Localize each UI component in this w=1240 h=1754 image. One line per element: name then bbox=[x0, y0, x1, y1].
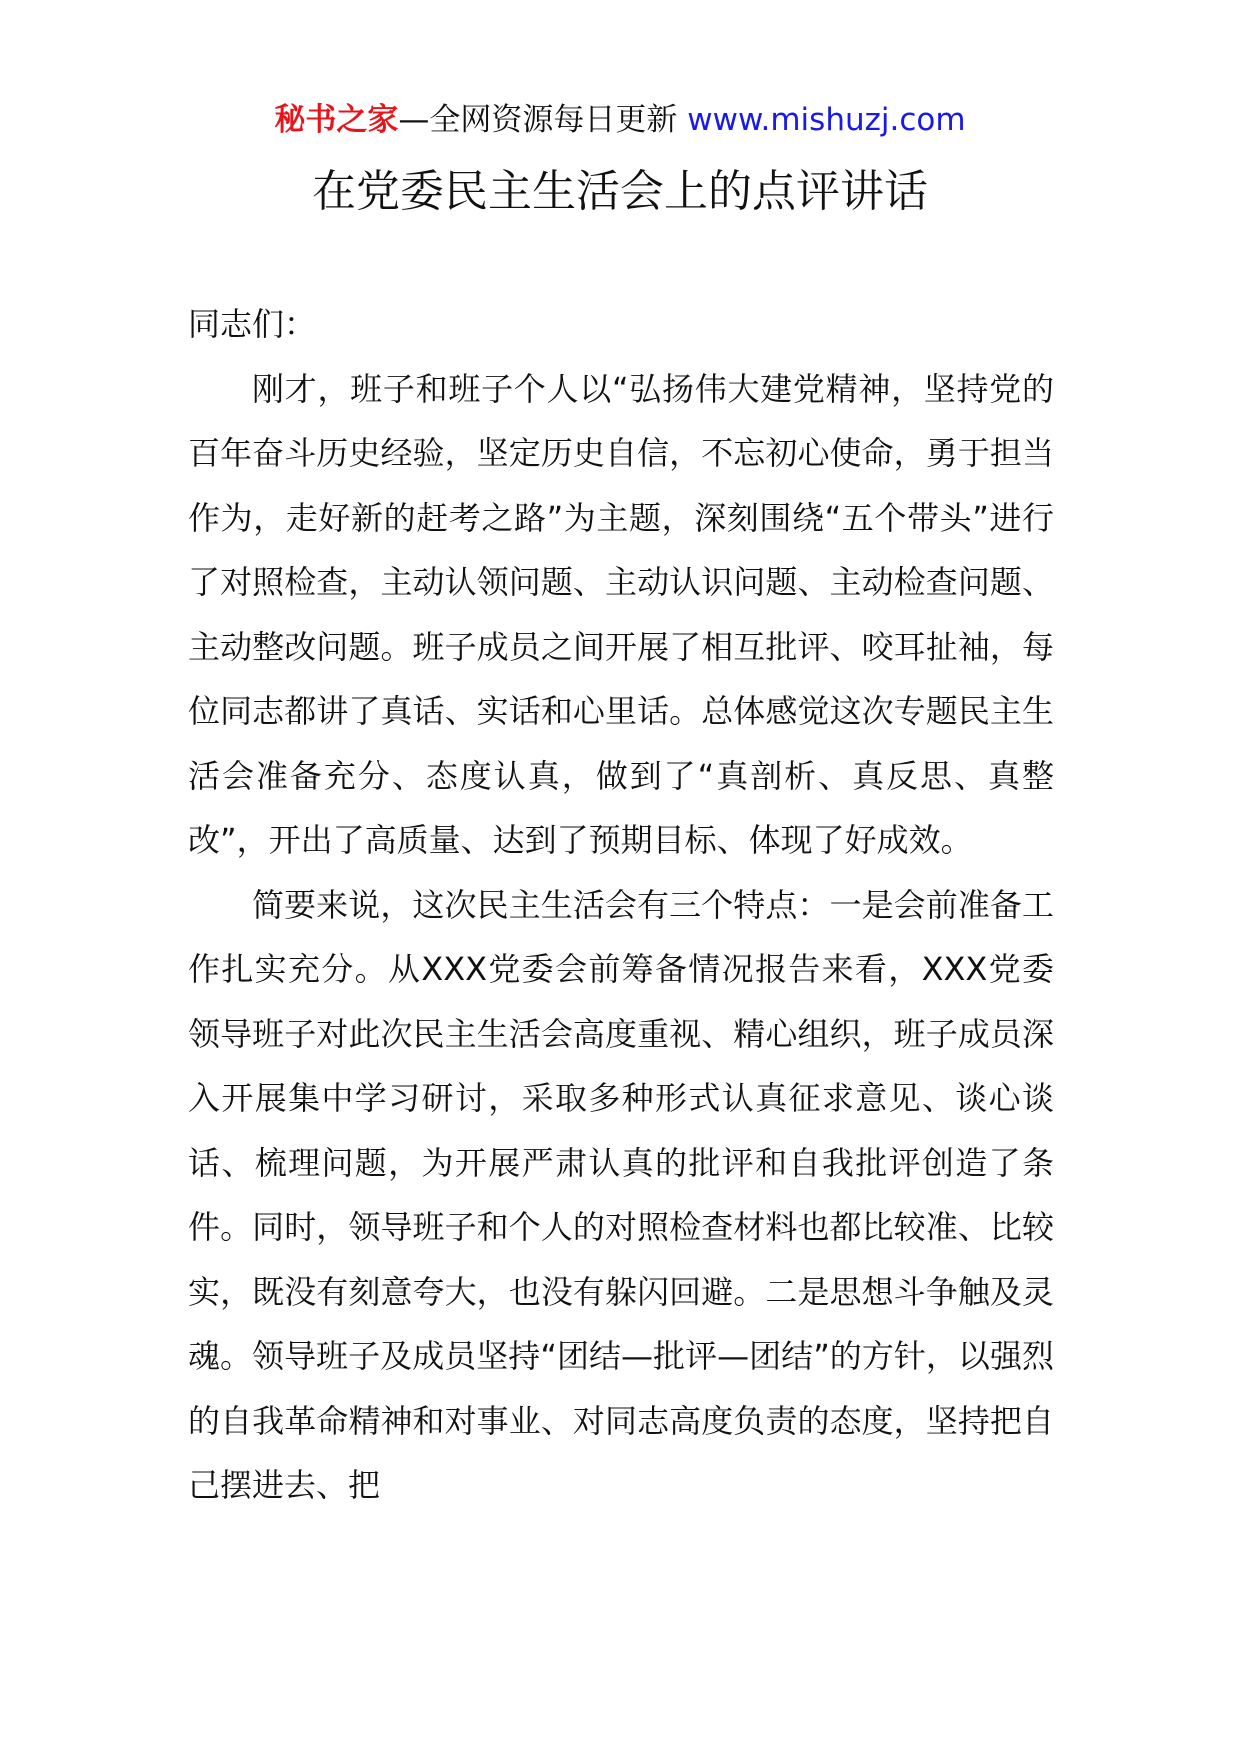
document-title: 在党委民主生活会上的点评讲话 bbox=[312, 166, 928, 217]
site-brand[interactable]: 秘书之家 bbox=[274, 102, 399, 138]
site-url-link[interactable]: www.mishuzj.com bbox=[687, 102, 966, 138]
site-slogan: —全网资源每日更新 bbox=[398, 102, 688, 138]
salutation: 同志们： bbox=[188, 305, 317, 343]
body-paragraph: 简要来说，这次民主生活会有三个特点：一是会前准备工作扎实充分。从XXX党委会前筹备情况报告来看，XXX党委领导班子对此次民主生活会高度重视、精心组织，班子成员深入开展集中学习研讨，采取多种形式认真征求意见、谈心谈话、梳理问题，为开展严肃认真的批评和自我批评创造了条件。同时，领导班子和个人的对照检查材料也都比较准、比较实，既没有刻意夸大，也没有躲闪回避。二是思想斗争触及灵魂。领导班子及成员坚持“团结—批评—团结”的方针，以强烈的自我革命精神和对事业、对同志高度负责的态度，坚持把自己摆进去、把 bbox=[188, 885, 1054, 1504]
site-header bbox=[0, 98, 1240, 142]
body-paragraph: 刚才，班子和班子个人以“弘扬伟大建党精神，坚持党的百年奋斗历史经验，坚定历史自信，不忘初心使命，勇于担当作为，走好新的赶考之路”为主题，深刻围绕“五个带头”进行了对照检查，主动认领问题、主动认识问题、主动检查问题、主动整改问题。班子成员之间开展了相互批评、咬耳扯袖，每位同志都讲了真话、实话和心里话。总体感觉这次专题民主生活会准备充分、态度认真，做到了“真剖析、真反思、真整改”，开出了高质量、达到了预期目标、体现了好成效。 bbox=[188, 369, 1054, 859]
document-body bbox=[188, 292, 1054, 1518]
